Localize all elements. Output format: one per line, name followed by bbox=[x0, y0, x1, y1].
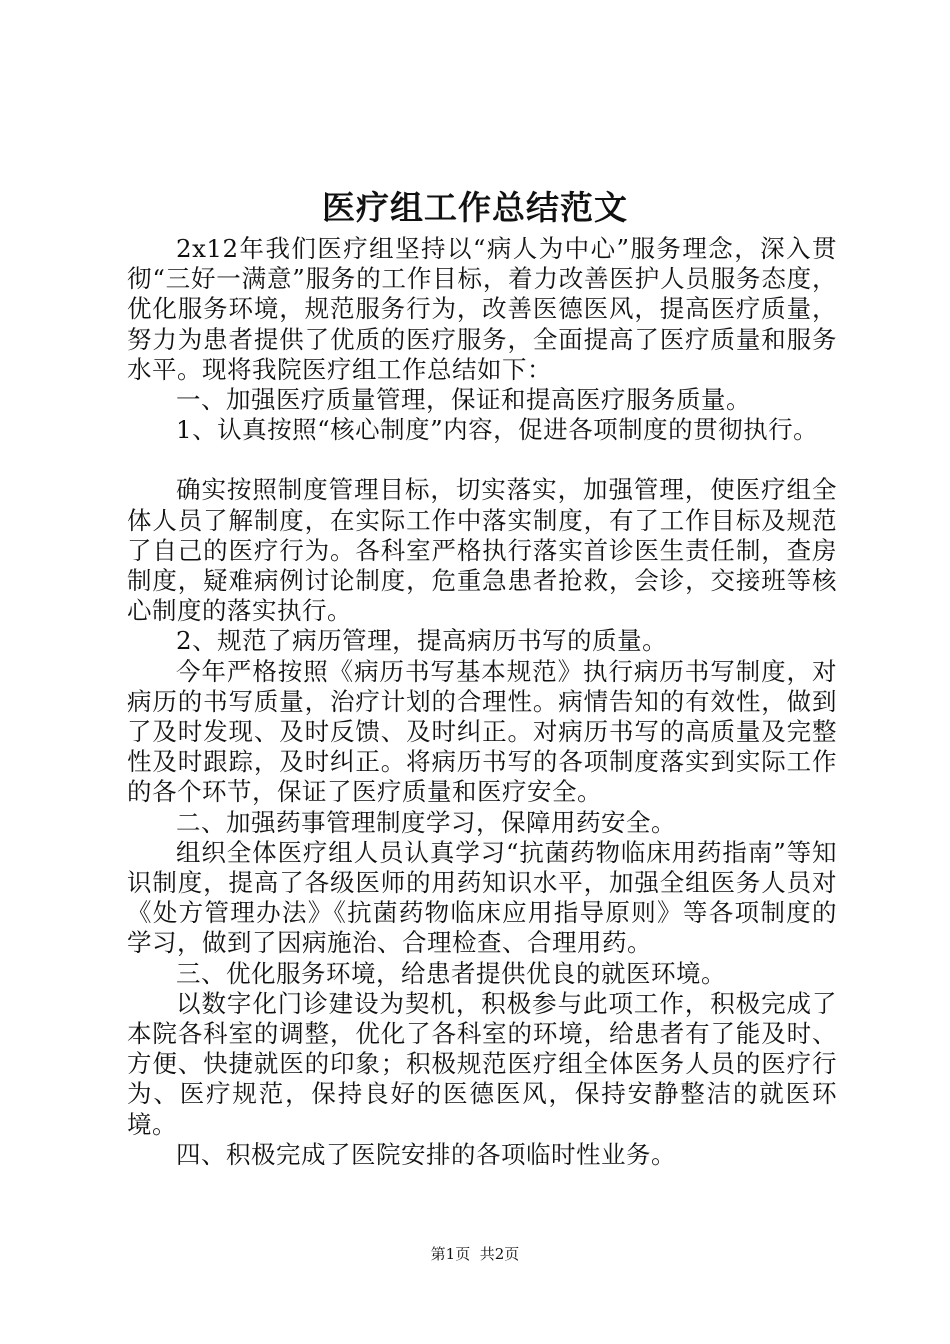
subsection-heading-2: 2、规范了病历管理，提高病历书写的质量。 bbox=[176, 626, 668, 656]
subsection-heading-1: 1、认真按照“核心制度”内容，促进各项制度的贯彻执行。 bbox=[176, 415, 819, 445]
paragraph-intro: 2x12年我们医疗组坚持以“病人为中心”服务理念，深入贯彻“三好一满意”服务的工作目标，着力改善医护人员服务态度，优化服务环境，规范服务行为，改善医德医风，提高医疗质量，努力为患者提供了优质的医疗服务，全面提高了医疗质量和服务水平。现将我院医疗组工作总结如下： bbox=[127, 234, 837, 384]
document-body bbox=[127, 234, 837, 1170]
paragraph-gap bbox=[127, 445, 837, 475]
paragraph-pharmacy: 组织全体医疗组人员认真学习“抗菌药物临床用药指南”等知识制度，提高了各级医师的用药知识水平，加强全组医务人员对《处方管理办法》《抗菌药物临床应用指导原则》等各项制度的学习，做到了因病施治、合理检查、合理用药。 bbox=[127, 837, 837, 958]
section-heading-1: 一、加强医疗质量管理，保证和提高医疗服务质量。 bbox=[176, 385, 751, 415]
section-heading-4: 四、积极完成了医院安排的各项临时性业务。 bbox=[176, 1139, 676, 1169]
section-heading-3: 三、优化服务环境，给患者提供优良的就医环境。 bbox=[176, 958, 726, 988]
document-title: 医疗组工作总结范文 bbox=[322, 188, 628, 227]
page-number: 第1页 bbox=[430, 1245, 471, 1263]
paragraph-environment: 以数字化门诊建设为契机，积极参与此项工作，积极完成了本院各科室的调整，优化了各科室的环境，给患者有了能及时、方便、快捷就医的印象；积极规范医疗组全体医务人员的医疗行为、医疗规范，保持良好的医德医风，保持安静整洁的就医环境。 bbox=[127, 988, 837, 1139]
page-total: 共2页 bbox=[479, 1245, 520, 1263]
paragraph-medical-records: 今年严格按照《病历书写基本规范》执行病历书写制度，对病历的书写质量，治疗计划的合理性。病情告知的有效性，做到了及时发现、及时反馈、及时纠正。对病历书写的高质量及完整性及时跟踪，及时纠正。将病历书写的各项制度落实到实际工作的各个环节，保证了医疗质量和医疗安全。 bbox=[127, 656, 837, 807]
section-heading-2: 二、加强药事管理制度学习，保障用药安全。 bbox=[176, 807, 676, 837]
paragraph-core-system: 确实按照制度管理目标，切实落实，加强管理，使医疗组全体人员了解制度，在实际工作中落实制度，有了工作目标及规范了自己的医疗行为。各科室严格执行落实首诊医生责任制，查房制度，疑难病例讨论制度，危重急患者抢救，会诊，交接班等核心制度的落实执行。 bbox=[127, 475, 837, 626]
page-footer bbox=[0, 1244, 950, 1264]
